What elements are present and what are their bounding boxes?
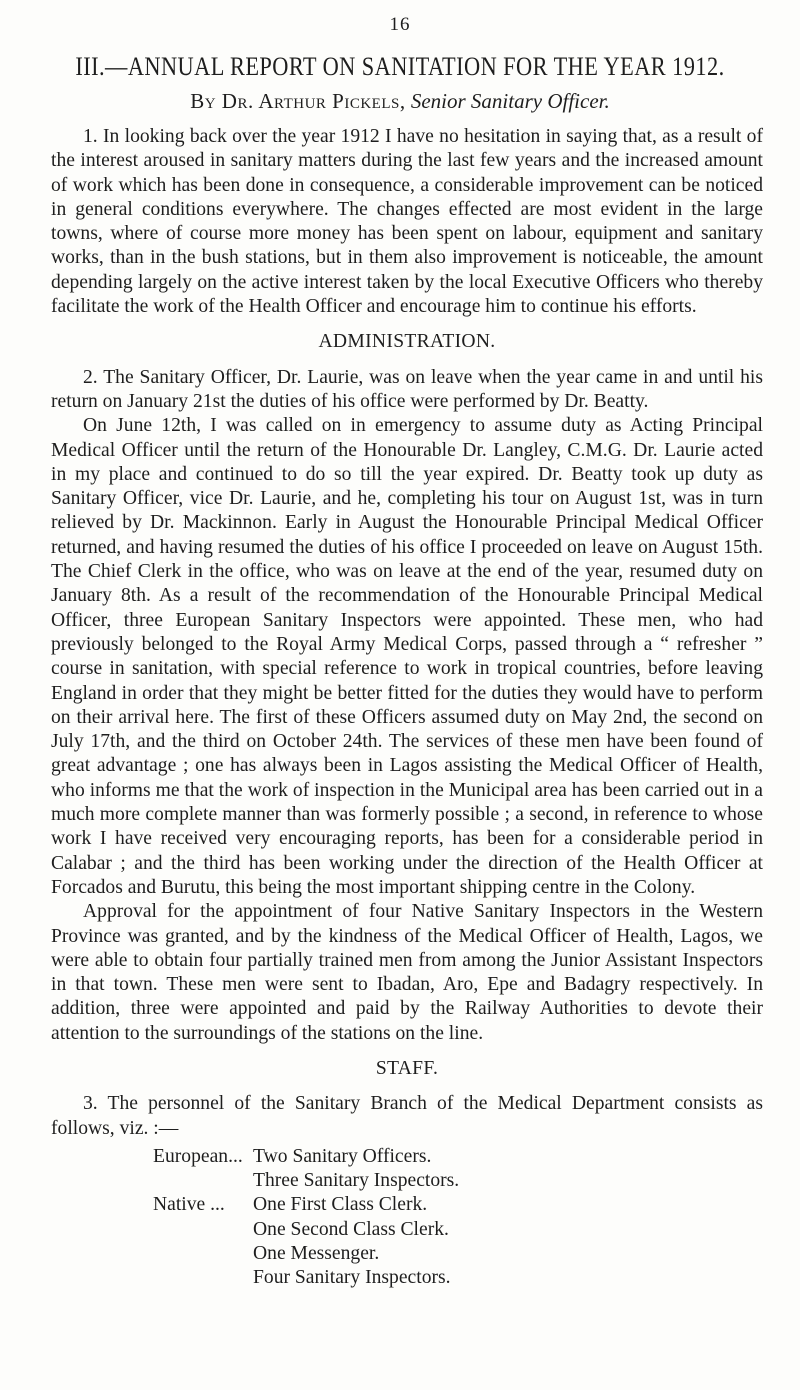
report-body xyxy=(51,125,763,1291)
staff-row-european xyxy=(153,1145,763,1194)
paragraph-intro: 1. In looking back over the year 1912 I have no hesitation in saying that, as a result of the interest aroused in sanitary matters during the last few years and the increased amount of work which has been done in consequence, a considerable improvement can be noticed in general conditions everywhere. The changes effected are most evident in the large towns, where of course more money has been spent on labour, equipment and sanitary works, than in the bush stations, but in them also improvement is noticeable, the amount depending largely on the active interest taken by the local Executive Officers who thereby facilitate the work of the Health Officer and encourage him to continue his efforts. xyxy=(51,126,763,318)
staff-item: Two Sanitary Officers. xyxy=(253,1145,432,1167)
report-title: III.—ANNUAL REPORT ON SANITATION FOR THE YEAR 1912. xyxy=(75,52,725,81)
section-heading-administration: ADMINISTRATION. xyxy=(318,331,496,353)
staff-row-native xyxy=(153,1193,763,1290)
author-name: By Dr. Arthur Pickels, xyxy=(190,89,406,113)
staff-item: Four Sanitary Inspectors. xyxy=(253,1267,451,1289)
staff-category-native: Native ... xyxy=(153,1194,225,1216)
byline xyxy=(0,89,800,114)
staff-category-european: European... xyxy=(153,1145,243,1167)
page-number: 16 xyxy=(389,14,411,35)
staff-item: One Second Class Clerk. xyxy=(253,1218,449,1240)
paragraph-administration-2: On June 12th, I was called on in emergency to assume duty as Acting Principal Medical Officer until the return of the Honourable Dr. Langley, C.M.G. Dr. Laurie acted in my place and continued to do so till the year expired. Dr. Beatty took up duty as Sanitary Officer, vice Dr. Laurie, and he, completing his tour on August 1st, was in turn relieved by Dr. Mackinnon. Early in August the Honourable Principal Medical Officer returned, and having resumed the duties of his office I proceeded on leave on August 15th. The Chief Clerk in the office, who was on leave at the end of the year, resumed duty on January 8th. As a result of the recommendation of the Honourable Principal Medical Officer, three European Sanitary Inspectors were appointed. These men, who had previously belonged to the Royal Army Medical Corps, passed through a “ refresher ” course in sanitation, with special reference to work in tropical countries, before leaving England in order that they might be better fitted for the duties they would have to perform on their arrival here. The first of these Officers assumed duty on May 2nd, the second on July 17th, and the third on October 24th. The services of these men have been found of great advantage ; one has always been in Lagos assisting the Medical Officer of Health, who informs me that the work of inspection in the Municipal area has been carried out in a much more complete manner than was formerly possible ; a second, in reference to whose work I have received very encouraging reports, has been for a considerable period in Calabar ; and the third has been working under the direction of the Health Officer at Forcados and Burutu, this being the most important shipping centre in the Colony. xyxy=(51,415,763,898)
staff-item: Three Sanitary Inspectors. xyxy=(253,1170,460,1192)
staff-item: One Messenger. xyxy=(253,1243,380,1265)
section-heading-staff: STAFF. xyxy=(375,1057,439,1079)
staff-item: One First Class Clerk. xyxy=(253,1194,428,1216)
paragraph-administration-1: 2. The Sanitary Officer, Dr. Laurie, was on leave when the year came in and until his return on January 21st the duties of his office were performed by Dr. Beatty. xyxy=(51,366,763,412)
staff-list xyxy=(153,1145,763,1291)
author-role: Senior Sanitary Officer. xyxy=(410,89,610,113)
paragraph-staff: 3. The personnel of the Sanitary Branch of the Medical Department consists as follows, viz. :— xyxy=(51,1093,763,1139)
paragraph-administration-3: Approval for the appointment of four Native Sanitary Inspectors in the Western Province was granted, and by the kindness of the Medical Officer of Health, Lagos, we were able to obtain four partially trained men from among the Junior Assistant Inspectors in that town. These men were sent to Ibadan, Aro, Epe and Badagry respectively. In addition, three were appointed and paid by the Railway Authorities to devote their attention to the surroundings of the stations on the line. xyxy=(51,901,763,1044)
